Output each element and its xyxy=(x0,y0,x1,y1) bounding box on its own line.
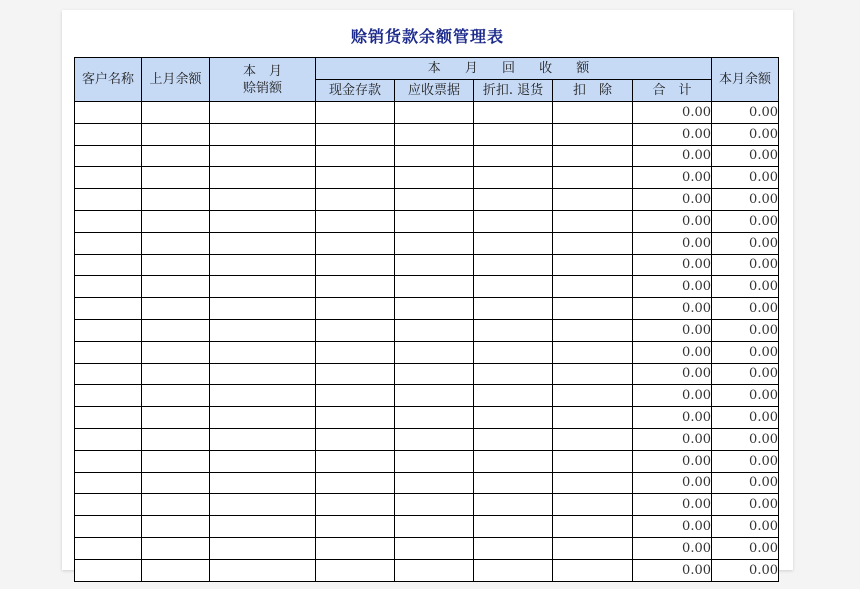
table-row xyxy=(75,210,779,232)
table-row xyxy=(75,298,779,320)
cash-cell[interactable] xyxy=(316,537,395,559)
cash-cell[interactable] xyxy=(316,145,395,167)
customer-cell[interactable] xyxy=(75,254,142,276)
discount-cell[interactable] xyxy=(474,254,553,276)
notes-cell[interactable] xyxy=(395,341,474,363)
cash-cell[interactable] xyxy=(316,254,395,276)
discount-cell[interactable] xyxy=(474,428,553,450)
cash-cell[interactable] xyxy=(316,276,395,298)
table-row xyxy=(75,385,779,407)
month-sales-cell[interactable] xyxy=(210,102,316,124)
total-cell[interactable]: 0.00 xyxy=(633,102,712,124)
prev-balance-cell[interactable] xyxy=(142,516,210,538)
discount-cell[interactable] xyxy=(474,494,553,516)
customer-cell[interactable] xyxy=(75,516,142,538)
month-sales-cell[interactable] xyxy=(210,494,316,516)
deduction-cell[interactable] xyxy=(553,123,633,145)
prev-balance-cell[interactable] xyxy=(142,363,210,385)
table-row xyxy=(75,189,779,211)
table-row xyxy=(75,428,779,450)
month-sales-cell[interactable] xyxy=(210,189,316,211)
cash-cell[interactable] xyxy=(316,210,395,232)
deduction-cell[interactable] xyxy=(553,516,633,538)
cash-cell[interactable] xyxy=(316,428,395,450)
cash-cell[interactable] xyxy=(316,319,395,341)
total-cell[interactable]: 0.00 xyxy=(633,472,712,494)
deduction-cell[interactable] xyxy=(553,407,633,429)
month-sales-cell[interactable] xyxy=(210,450,316,472)
notes-cell[interactable] xyxy=(395,298,474,320)
header-deduction[interactable]: 扣 除 xyxy=(553,80,633,102)
cash-cell[interactable] xyxy=(316,298,395,320)
header-discount-return[interactable]: 折扣. 退货 xyxy=(474,80,553,102)
total-cell[interactable]: 0.00 xyxy=(633,254,712,276)
customer-cell[interactable] xyxy=(75,167,142,189)
deduction-cell[interactable] xyxy=(553,232,633,254)
deduction-cell[interactable] xyxy=(553,167,633,189)
header-month-sales-line2: 赊销额 xyxy=(242,80,282,96)
cash-cell[interactable] xyxy=(316,385,395,407)
deduction-cell[interactable] xyxy=(553,559,633,581)
prev-balance-cell[interactable] xyxy=(142,254,210,276)
balance-cell[interactable]: 0.00 xyxy=(712,559,779,581)
cash-cell[interactable] xyxy=(316,559,395,581)
customer-cell[interactable] xyxy=(75,210,142,232)
balance-cell[interactable]: 0.00 xyxy=(712,276,779,298)
month-sales-cell[interactable] xyxy=(210,385,316,407)
table-row xyxy=(75,341,779,363)
cash-cell[interactable] xyxy=(316,472,395,494)
balance-cell[interactable]: 0.00 xyxy=(712,341,779,363)
table-row xyxy=(75,407,779,429)
balance-cell[interactable]: 0.00 xyxy=(712,450,779,472)
customer-cell[interactable] xyxy=(75,189,142,211)
balance-cell[interactable]: 0.00 xyxy=(712,145,779,167)
month-sales-cell[interactable] xyxy=(210,472,316,494)
prev-balance-cell[interactable] xyxy=(142,450,210,472)
table-row xyxy=(75,319,779,341)
prev-balance-cell[interactable] xyxy=(142,145,210,167)
notes-cell[interactable] xyxy=(395,319,474,341)
header-month-sales[interactable] xyxy=(210,58,316,102)
total-cell[interactable]: 0.00 xyxy=(633,407,712,429)
customer-cell[interactable] xyxy=(75,341,142,363)
prev-balance-cell[interactable] xyxy=(142,102,210,124)
deduction-cell[interactable] xyxy=(553,102,633,124)
deduction-cell[interactable] xyxy=(553,145,633,167)
balance-cell[interactable]: 0.00 xyxy=(712,189,779,211)
prev-balance-cell[interactable] xyxy=(142,232,210,254)
table-row xyxy=(75,167,779,189)
total-cell[interactable]: 0.00 xyxy=(633,385,712,407)
balance-cell[interactable]: 0.00 xyxy=(712,254,779,276)
notes-cell[interactable] xyxy=(395,516,474,538)
customer-cell[interactable] xyxy=(75,537,142,559)
cash-cell[interactable] xyxy=(316,516,395,538)
prev-balance-cell[interactable] xyxy=(142,341,210,363)
prev-balance-cell[interactable] xyxy=(142,319,210,341)
prev-balance-cell[interactable] xyxy=(142,428,210,450)
notes-cell[interactable] xyxy=(395,428,474,450)
total-cell[interactable]: 0.00 xyxy=(633,232,712,254)
header-cash-deposit[interactable]: 现金存款 xyxy=(316,80,395,102)
table-row xyxy=(75,450,779,472)
table-row xyxy=(75,494,779,516)
discount-cell[interactable] xyxy=(474,102,553,124)
total-cell[interactable]: 0.00 xyxy=(633,189,712,211)
customer-cell[interactable] xyxy=(75,450,142,472)
discount-cell[interactable] xyxy=(474,450,553,472)
balance-cell[interactable]: 0.00 xyxy=(712,210,779,232)
month-sales-cell[interactable] xyxy=(210,537,316,559)
notes-cell[interactable] xyxy=(395,276,474,298)
discount-cell[interactable] xyxy=(474,363,553,385)
deduction-cell[interactable] xyxy=(553,494,633,516)
notes-cell[interactable] xyxy=(395,450,474,472)
total-cell[interactable]: 0.00 xyxy=(633,494,712,516)
total-cell[interactable]: 0.00 xyxy=(633,559,712,581)
discount-cell[interactable] xyxy=(474,232,553,254)
total-cell[interactable]: 0.00 xyxy=(633,319,712,341)
month-sales-cell[interactable] xyxy=(210,516,316,538)
cash-cell[interactable] xyxy=(316,232,395,254)
month-sales-cell[interactable] xyxy=(210,319,316,341)
prev-balance-cell[interactable] xyxy=(142,298,210,320)
month-sales-cell[interactable] xyxy=(210,298,316,320)
table-row xyxy=(75,102,779,124)
discount-cell[interactable] xyxy=(474,145,553,167)
customer-cell[interactable] xyxy=(75,428,142,450)
cash-cell[interactable] xyxy=(316,363,395,385)
balance-cell[interactable]: 0.00 xyxy=(712,516,779,538)
cash-cell[interactable] xyxy=(316,123,395,145)
deduction-cell[interactable] xyxy=(553,210,633,232)
month-sales-cell[interactable] xyxy=(210,232,316,254)
balance-cell[interactable]: 0.00 xyxy=(712,102,779,124)
deduction-cell[interactable] xyxy=(553,472,633,494)
month-sales-cell[interactable] xyxy=(210,167,316,189)
customer-cell[interactable] xyxy=(75,407,142,429)
notes-cell[interactable] xyxy=(395,385,474,407)
customer-cell[interactable] xyxy=(75,319,142,341)
total-cell[interactable]: 0.00 xyxy=(633,123,712,145)
balance-cell[interactable]: 0.00 xyxy=(712,428,779,450)
prev-balance-cell[interactable] xyxy=(142,189,210,211)
notes-cell[interactable] xyxy=(395,189,474,211)
cash-cell[interactable] xyxy=(316,450,395,472)
discount-cell[interactable] xyxy=(474,319,553,341)
notes-cell[interactable] xyxy=(395,167,474,189)
total-cell[interactable]: 0.00 xyxy=(633,341,712,363)
table-row xyxy=(75,123,779,145)
prev-balance-cell[interactable] xyxy=(142,210,210,232)
balance-cell[interactable]: 0.00 xyxy=(712,298,779,320)
total-cell[interactable]: 0.00 xyxy=(633,450,712,472)
balance-cell[interactable]: 0.00 xyxy=(712,537,779,559)
balance-cell[interactable]: 0.00 xyxy=(712,494,779,516)
deduction-cell[interactable] xyxy=(553,254,633,276)
sheet-title: 赊销货款余额管理表 xyxy=(350,27,504,46)
receivables-table xyxy=(74,57,779,582)
prev-balance-cell[interactable] xyxy=(142,537,210,559)
deduction-cell[interactable] xyxy=(553,450,633,472)
discount-cell[interactable] xyxy=(474,516,553,538)
prev-balance-cell[interactable] xyxy=(142,472,210,494)
customer-cell[interactable] xyxy=(75,559,142,581)
balance-cell[interactable]: 0.00 xyxy=(712,167,779,189)
month-sales-cell[interactable] xyxy=(210,276,316,298)
table-body xyxy=(75,102,779,582)
total-cell[interactable]: 0.00 xyxy=(633,210,712,232)
customer-cell[interactable] xyxy=(75,363,142,385)
notes-cell[interactable] xyxy=(395,145,474,167)
balance-cell[interactable]: 0.00 xyxy=(712,385,779,407)
header-month-balance[interactable]: 本月余额 xyxy=(712,58,779,102)
customer-cell[interactable] xyxy=(75,232,142,254)
customer-cell[interactable] xyxy=(75,385,142,407)
deduction-cell[interactable] xyxy=(553,298,633,320)
balance-cell[interactable]: 0.00 xyxy=(712,123,779,145)
total-cell[interactable]: 0.00 xyxy=(633,428,712,450)
total-cell[interactable]: 0.00 xyxy=(633,167,712,189)
cash-cell[interactable] xyxy=(316,102,395,124)
header-customer-name[interactable]: 客户名称 xyxy=(75,58,142,102)
customer-cell[interactable] xyxy=(75,472,142,494)
discount-cell[interactable] xyxy=(474,472,553,494)
table-row xyxy=(75,472,779,494)
prev-balance-cell[interactable] xyxy=(142,559,210,581)
notes-cell[interactable] xyxy=(395,472,474,494)
deduction-cell[interactable] xyxy=(553,428,633,450)
total-cell[interactable]: 0.00 xyxy=(633,516,712,538)
cash-cell[interactable] xyxy=(316,407,395,429)
notes-cell[interactable] xyxy=(395,537,474,559)
table-row xyxy=(75,145,779,167)
notes-cell[interactable] xyxy=(395,123,474,145)
notes-cell[interactable] xyxy=(395,407,474,429)
discount-cell[interactable] xyxy=(474,123,553,145)
discount-cell[interactable] xyxy=(474,537,553,559)
table-row xyxy=(75,537,779,559)
header-collection-group[interactable]: 本 月 回 收 额 xyxy=(316,58,712,80)
header-month-sales-line1: 本 月 xyxy=(242,63,282,79)
month-sales-cell[interactable] xyxy=(210,254,316,276)
prev-balance-cell[interactable] xyxy=(142,167,210,189)
balance-cell[interactable]: 0.00 xyxy=(712,363,779,385)
table-row xyxy=(75,276,779,298)
discount-cell[interactable] xyxy=(474,298,553,320)
cash-cell[interactable] xyxy=(316,189,395,211)
total-cell[interactable]: 0.00 xyxy=(633,145,712,167)
discount-cell[interactable] xyxy=(474,341,553,363)
table-row xyxy=(75,254,779,276)
header-prev-balance[interactable]: 上月余额 xyxy=(142,58,210,102)
discount-cell[interactable] xyxy=(474,407,553,429)
deduction-cell[interactable] xyxy=(553,276,633,298)
discount-cell[interactable] xyxy=(474,210,553,232)
balance-cell[interactable]: 0.00 xyxy=(712,472,779,494)
deduction-cell[interactable] xyxy=(553,319,633,341)
table-row xyxy=(75,516,779,538)
notes-cell[interactable] xyxy=(395,232,474,254)
cash-cell[interactable] xyxy=(316,494,395,516)
customer-cell[interactable] xyxy=(75,276,142,298)
total-cell[interactable]: 0.00 xyxy=(633,537,712,559)
discount-cell[interactable] xyxy=(474,559,553,581)
notes-cell[interactable] xyxy=(395,102,474,124)
balance-cell[interactable]: 0.00 xyxy=(712,232,779,254)
table-row xyxy=(75,232,779,254)
cash-cell[interactable] xyxy=(316,167,395,189)
balance-cell[interactable]: 0.00 xyxy=(712,319,779,341)
deduction-cell[interactable] xyxy=(553,385,633,407)
month-sales-cell[interactable] xyxy=(210,123,316,145)
balance-cell[interactable]: 0.00 xyxy=(712,407,779,429)
notes-cell[interactable] xyxy=(395,494,474,516)
discount-cell[interactable] xyxy=(474,385,553,407)
month-sales-cell[interactable] xyxy=(210,210,316,232)
notes-cell[interactable] xyxy=(395,254,474,276)
month-sales-cell[interactable] xyxy=(210,559,316,581)
customer-cell[interactable] xyxy=(75,123,142,145)
discount-cell[interactable] xyxy=(474,189,553,211)
total-cell[interactable]: 0.00 xyxy=(633,363,712,385)
discount-cell[interactable] xyxy=(474,167,553,189)
customer-cell[interactable] xyxy=(75,298,142,320)
prev-balance-cell[interactable] xyxy=(142,276,210,298)
customer-cell[interactable] xyxy=(75,145,142,167)
header-total[interactable]: 合 计 xyxy=(633,80,712,102)
prev-balance-cell[interactable] xyxy=(142,494,210,516)
prev-balance-cell[interactable] xyxy=(142,123,210,145)
deduction-cell[interactable] xyxy=(553,189,633,211)
month-sales-cell[interactable] xyxy=(210,145,316,167)
deduction-cell[interactable] xyxy=(553,363,633,385)
header-notes-receivable[interactable]: 应收票据 xyxy=(395,80,474,102)
spreadsheet-page xyxy=(62,10,793,578)
deduction-cell[interactable] xyxy=(553,537,633,559)
cash-cell[interactable] xyxy=(316,341,395,363)
month-sales-cell[interactable] xyxy=(210,341,316,363)
table-row xyxy=(75,363,779,385)
customer-cell[interactable] xyxy=(75,102,142,124)
notes-cell[interactable] xyxy=(395,363,474,385)
month-sales-cell[interactable] xyxy=(210,428,316,450)
total-cell[interactable]: 0.00 xyxy=(633,298,712,320)
month-sales-cell[interactable] xyxy=(210,363,316,385)
total-cell[interactable]: 0.00 xyxy=(633,276,712,298)
notes-cell[interactable] xyxy=(395,559,474,581)
prev-balance-cell[interactable] xyxy=(142,407,210,429)
customer-cell[interactable] xyxy=(75,494,142,516)
notes-cell[interactable] xyxy=(395,210,474,232)
month-sales-cell[interactable] xyxy=(210,407,316,429)
table-row xyxy=(75,559,779,581)
discount-cell[interactable] xyxy=(474,276,553,298)
deduction-cell[interactable] xyxy=(553,341,633,363)
prev-balance-cell[interactable] xyxy=(142,385,210,407)
